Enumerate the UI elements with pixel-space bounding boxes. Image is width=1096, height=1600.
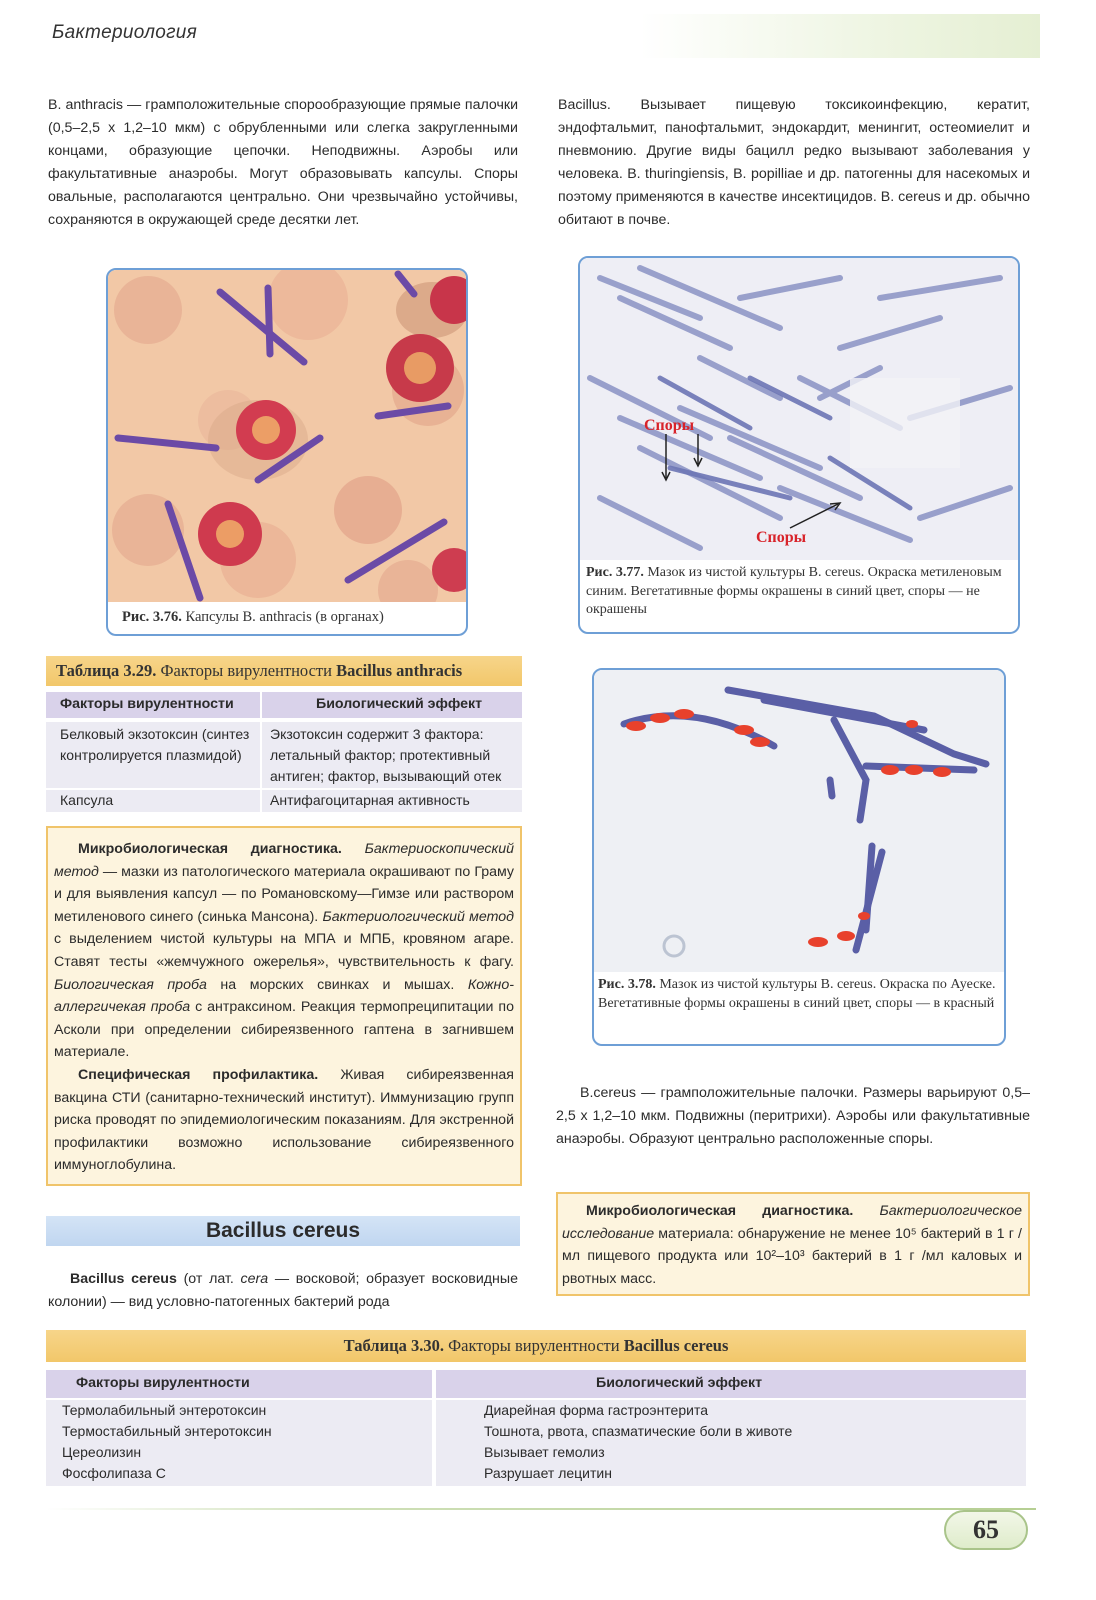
table-3-30-cell: Разрушает лецитин	[484, 1465, 612, 1481]
table-3-30-effects	[436, 1400, 1026, 1486]
table-3-30-cell: Тошнота, рвота, спазматические боли в животе	[484, 1423, 793, 1439]
figure-3-77-caption	[586, 564, 1016, 620]
table-3-30-col1-header: Факторы вирулентности	[46, 1370, 432, 1398]
running-header: Бактериология	[52, 22, 198, 43]
bacillus-description: Bacillus. Вызывает пищевую токсикоинфекцию, кератит, эндофтальмит, панофтальмит, эндокардит, менингит, остеомиелит и пневмонию. Другие виды бацилл редко вызывают заболевания у человека. B. thuringiensis, B. popilliae и др. патогенны для насекомых и поэтому применяются в качестве инсектицидов. B. cereus и др. обычно обитают в почве.	[558, 97, 1030, 228]
leukocyte	[198, 502, 262, 566]
caption-number: Рис. 3.77.	[586, 565, 644, 580]
leukocyte	[236, 400, 296, 460]
cereus-aujeszky-micrograph	[594, 670, 1006, 972]
header-band	[640, 14, 1040, 58]
bacillus-chain	[268, 288, 270, 354]
caption-number: Рис. 3.78.	[598, 977, 656, 992]
figure-3-77	[578, 256, 1020, 634]
spores-label: Споры	[644, 417, 695, 434]
cereus-description: B.cereus — грамположительные палочки. Размеры варьируют 0,5–2,5 х 1,2–10 мкм. Подвижны (перитрихи). Аэробы или факультативные анаэробы. Образуют центрально расположенные споры.	[556, 1085, 1030, 1147]
caption-text: Капсулы B. anthracis (в органах)	[185, 609, 384, 625]
cereus-intro: Bacillus cereus (от лат. cera — восковой; образует восковидные колонии) — вид условно-патогенных бактерий рода	[48, 1271, 518, 1310]
footer-rule	[46, 1508, 1036, 1510]
table-3-29-col1-header: Факторы вирулентности	[46, 692, 260, 718]
table-3-30-cell: Диарейная форма гастроэнтерита	[484, 1402, 708, 1418]
section-heading-bacillus-cereus: Bacillus cereus	[46, 1216, 520, 1246]
table-3-29-cell: Антифагоцитарная активность	[262, 790, 522, 812]
figure-3-78	[592, 668, 1006, 1046]
table-3-29-title: Таблица 3.29. Факторы вирулентности Bacillus anthracis	[46, 656, 522, 686]
cereus-methylene-blue-micrograph	[580, 258, 1020, 560]
anthracis-diagnostics-box: Микробиологическая диагностика. Бактериоскопический метод — мазки из патологического материала окрашивают по Граму и для выявления капсул — по Романовскому—Гимзе или раствором метиленового синего (синька Мансона). Бактериологический метод с выделением чистой культуры на МПА и МПБ, кровяном агаре. Ставят тесты «жемчужного ожерелья», чувствительность к фагу. Биологическая проба на морских свинках и мышах. Кожно-аллергичекая проба с антраксином. Реакция термопреципитации по Асколи при определении сибиреязвенного гаптена в загнившем материале. Специфическая профилактика. Живая сибиреязвенная вакцина СТИ (санитарно-технический институт). Иммунизацию групп риска проводят по эпидемиологическим показаниям. Для экстренной профилактики возможно использование сибиреязвенного иммуноглобулина.	[46, 826, 522, 1186]
caption-text: Мазок из чистой культуры B. cereus. Окраска по Ауеске. Вегетативные формы окрашены в синий цвет, споры — в красный	[598, 977, 996, 1011]
anthracis-micrograph	[108, 270, 468, 602]
table-3-30-factors	[46, 1400, 432, 1486]
page-number: 65	[944, 1510, 1028, 1550]
table-3-29-col2-header: Биологический эффект	[262, 692, 522, 718]
figure-3-76-caption	[122, 608, 462, 627]
figure-3-78-caption	[598, 976, 1004, 1013]
spores-label: Споры	[756, 529, 807, 546]
table-3-29-cell: Экзотоксин содержит 3 фактора: летальный фактор; протективный антиген; фактор, вызывающий отек	[262, 722, 522, 788]
table-3-30-cell: Вызывает гемолиз	[484, 1444, 605, 1460]
table-3-29-cell: Белковый экзотоксин (синтез контролируется плазмидой)	[46, 722, 260, 788]
table-3-30-col2-header: Биологический эффект	[436, 1370, 1026, 1398]
anthracis-description: B. anthracis — грамположительные спорообразующие прямые палочки (0,5–2,5 х 1,2–10 мкм) с обрубленными или слегка закругленными концами, образующие цепочки. Неподвижны. Аэробы или факультативные анаэробы. Могут образовывать капсулы. Споры овальные, располагаются центрально. Они чрезвычайно устойчивы, сохраняются в окружающей среде десятки лет.	[48, 97, 518, 228]
caption-text: Мазок из чистой культуры B. cereus. Окраска метиленовым синим. Вегетативные формы окрашены в синий цвет, споры — не окрашены	[586, 565, 1002, 617]
table-3-30-cell: Фосфолипаза С	[62, 1465, 166, 1481]
table-3-29-cell: Капсула	[46, 790, 260, 812]
table-3-30-cell: Термолабильный энтеротоксин	[62, 1402, 267, 1418]
table-3-30-cell: Термостабильный энтеротоксин	[62, 1423, 272, 1439]
cereus-diagnostics-box: Микробиологическая диагностика. Бактериологическое исследование материала: обнаружение не менее 10⁵ бактерий в 1 г /мл пищевого продукта или 10²–10³ бактерий в 1 г /мл каловых и рвотных масс.	[556, 1192, 1030, 1296]
table-3-30-cell: Цереолизин	[62, 1444, 142, 1460]
leukocyte	[386, 334, 454, 402]
table-3-30-title: Таблица 3.30. Факторы вирулентности Bacillus cereus	[46, 1330, 1026, 1362]
caption-number: Рис. 3.76.	[122, 609, 182, 625]
figure-3-76	[106, 268, 468, 636]
